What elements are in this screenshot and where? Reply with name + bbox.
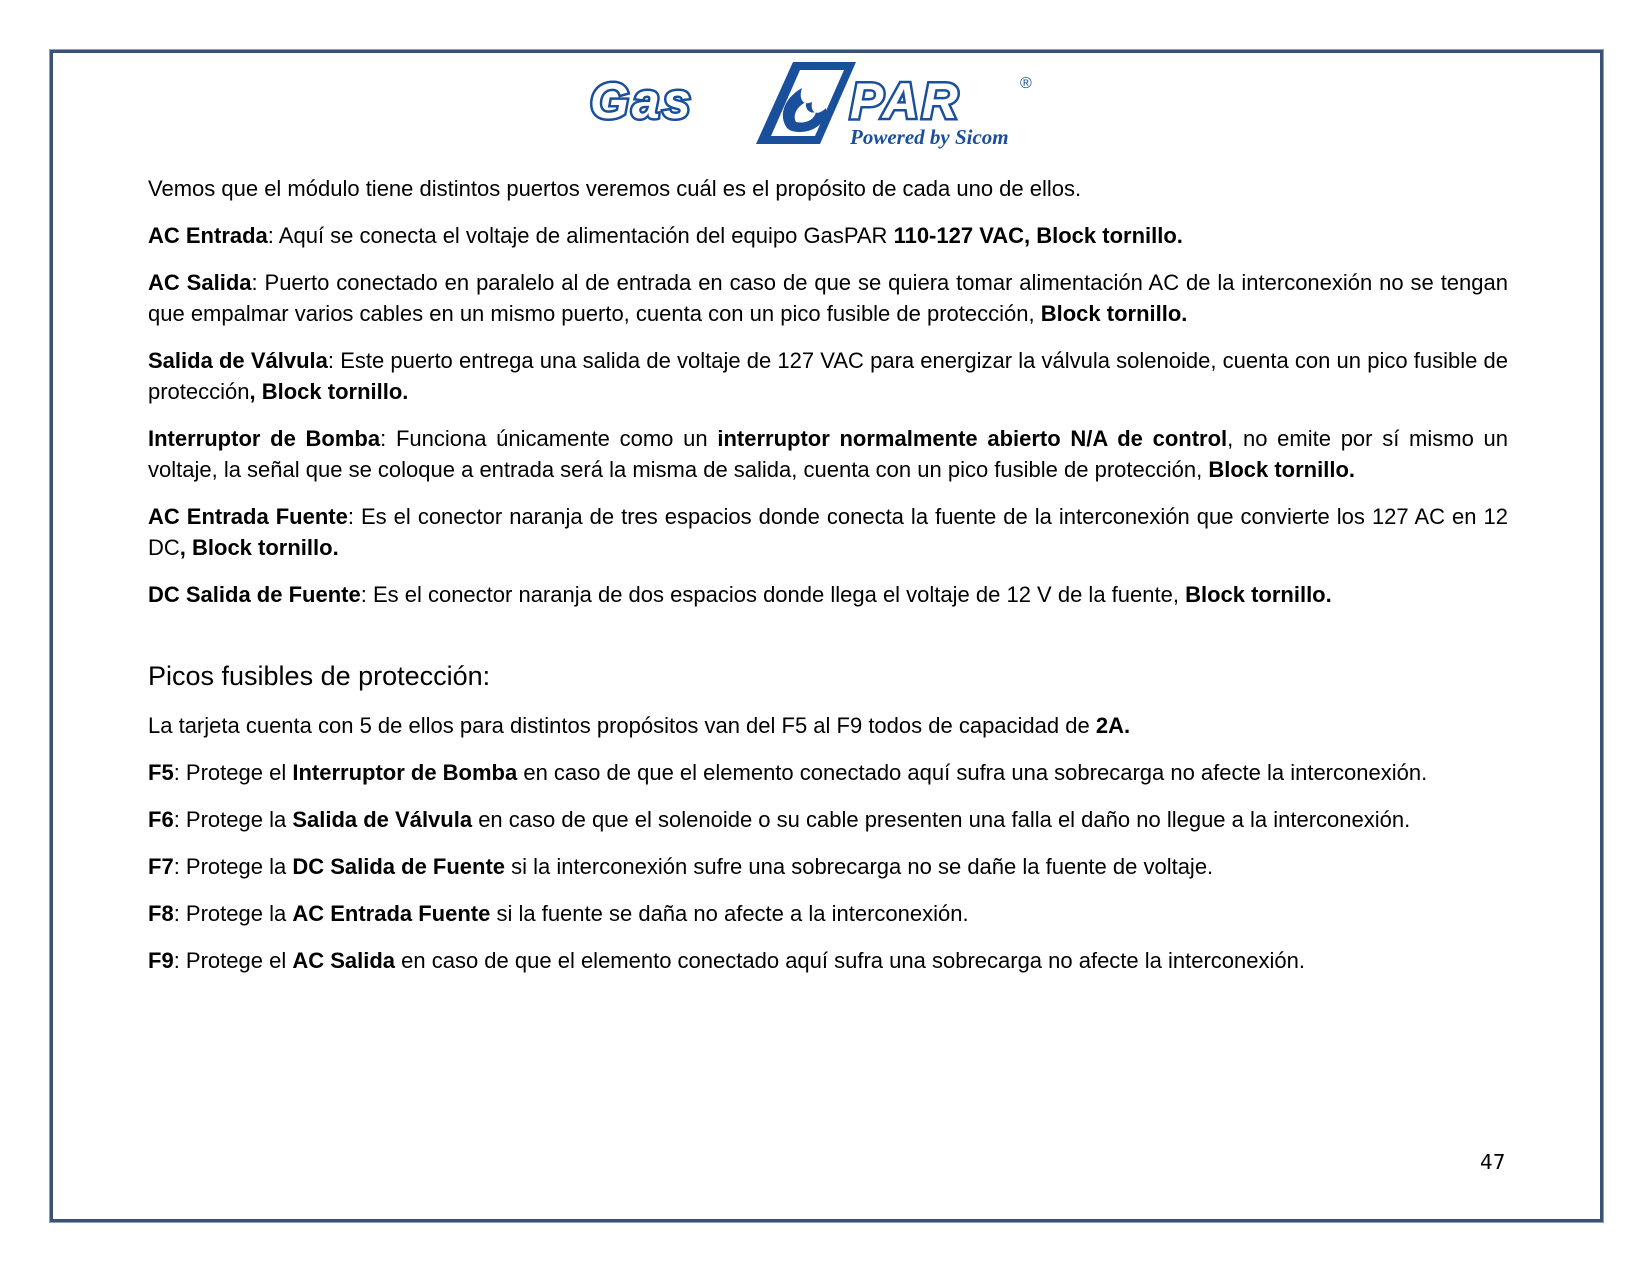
flame-emblem-icon <box>756 62 856 144</box>
term: AC Salida <box>148 270 252 295</box>
term: Salida de Válvula <box>148 348 328 373</box>
ac-salida-paragraph: AC Salida: Puerto conectado en paralelo al de entrada en caso de que se quiera tomar alimentación AC de la interconexión no se tengan que empalmar varios cables en un mismo puerto, cuenta con un pico fusible de protección, Block tornillo. <box>148 270 1508 326</box>
dc-salida-fuente-paragraph: DC Salida de Fuente: Es el conector naranja de dos espacios donde llega el voltaje de 12 V de la fuente, Block tornillo. <box>148 582 1332 607</box>
section-heading: Picos fusibles de protección: <box>148 661 491 691</box>
term: AC Entrada <box>148 223 268 248</box>
section-intro-paragraph: La tarjeta cuenta con 5 de ellos para distintos propósitos van del F5 al F9 todos de capacidad de 2A. <box>148 713 1131 738</box>
fuse-f7-paragraph: F7: Protege la DC Salida de Fuente si la interconexión sufre una sobrecarga no se dañe la fuente de voltaje. <box>148 854 1214 879</box>
logo-par-text: PAR <box>850 73 961 129</box>
ac-entrada-fuente-paragraph: AC Entrada Fuente: Es el conector naranja de tres espacios donde conecta la fuente de la interconexión que convierte los 127 AC en 12 DC, Block tornillo. <box>148 504 1508 560</box>
fuse-f9-paragraph: F9: Protege el AC Salida en caso de que el elemento conectado aquí sufra una sobrecarga no afecte la interconexión. <box>148 948 1305 973</box>
gaspar-logo <box>588 58 1066 154</box>
salida-valvula-paragraph: Salida de Válvula: Este puerto entrega una salida de voltaje de 127 VAC para energizar la válvula solenoide, cuenta con un pico fusible de protección, Block tornillo. <box>148 348 1509 404</box>
interruptor-bomba-paragraph: Interruptor de Bomba: Funciona únicamente como un interruptor normalmente abierto N/A de control, no emite por sí mismo un voltaje, la señal que se coloque a entrada será la misma de salida, cuenta con un pico fusible de protección, Block tornillo. <box>148 426 1508 482</box>
ac-entrada-paragraph: AC Entrada: Aquí se conecta el voltaje de alimentación del equipo GasPAR 110-127 VAC, Block tornillo. <box>148 223 1183 248</box>
page-number: 47 <box>1480 1150 1506 1174</box>
term: Interruptor de Bomba <box>148 426 381 451</box>
fuse-f5-paragraph: F5: Protege el Interruptor de Bomba en caso de que el elemento conectado aquí sufra una sobrecarga no afecte la interconexión. <box>148 760 1428 785</box>
document-body <box>148 173 1508 992</box>
fuse-f8-paragraph: F8: Protege la AC Entrada Fuente si la fuente se daña no afecte a la interconexión. <box>148 901 969 926</box>
term: DC Salida de Fuente <box>148 582 361 607</box>
logo-tagline: Powered by Sicom <box>850 125 1009 149</box>
registered-mark: ® <box>1020 75 1032 92</box>
intro-paragraph: Vemos que el módulo tiene distintos puertos veremos cuál es el propósito de cada uno de ellos. <box>148 176 1082 201</box>
logo-gas-text: Gas <box>590 73 694 129</box>
fuse-f6-paragraph: F6: Protege la Salida de Válvula en caso de que el solenoide o su cable presenten una falla el daño no llegue a la interconexión. <box>148 807 1411 832</box>
term: AC Entrada Fuente <box>148 504 348 529</box>
